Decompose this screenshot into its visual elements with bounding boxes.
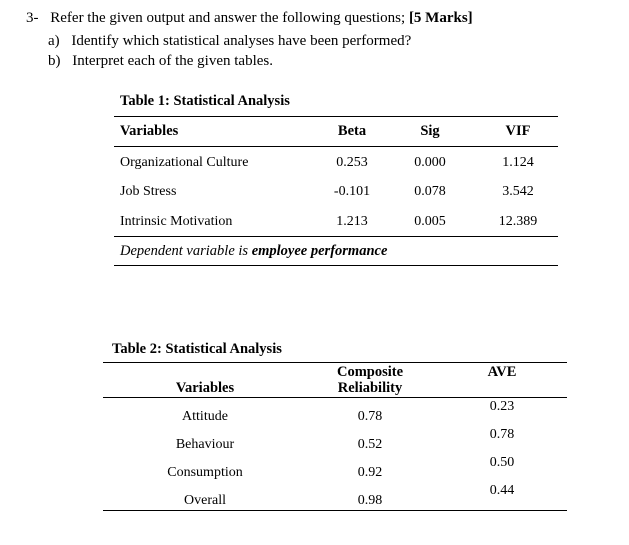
- table1-cell-variable: Organizational Culture: [120, 155, 249, 170]
- table1-header-rule: [114, 146, 558, 147]
- table1-body-rule: [114, 236, 558, 237]
- table2-title: Table 2: Statistical Analysis: [112, 341, 282, 357]
- table1-header-sig: Sig: [420, 123, 440, 139]
- table1-cell-beta: -0.101: [333, 184, 371, 199]
- table1-cell-vif: 3.542: [502, 184, 534, 199]
- table1-cell-variable: Intrinsic Motivation: [120, 214, 233, 229]
- table2-cell-composite-reliability: 0.78: [357, 409, 383, 424]
- table1-bottom-rule: [114, 265, 558, 266]
- table1-header-vif: VIF: [505, 123, 531, 139]
- table2-cell-composite-reliability: 0.92: [357, 465, 383, 480]
- table1-cell-beta: 0.253: [336, 155, 368, 170]
- table1-top-rule: [114, 116, 558, 117]
- table2-top-rule: [103, 362, 567, 363]
- table1-cell-vif: 1.124: [502, 155, 534, 170]
- table2-cell-variable: Attitude: [182, 409, 228, 424]
- question-part-b: [48, 53, 273, 70]
- table2-cell-composite-reliability: 0.98: [357, 493, 383, 508]
- question-text: Refer the given output and answer the following questions;: [50, 10, 406, 26]
- note-prefix: Dependent variable is: [120, 243, 249, 259]
- table2-cell-variable: Behaviour: [175, 437, 235, 452]
- part-label: b): [48, 53, 61, 69]
- table2-cell-composite-reliability: 0.52: [357, 437, 383, 452]
- table2-header-composite: Composite: [336, 364, 404, 380]
- table1-cell-sig: 0.005: [414, 214, 446, 229]
- question-header: [26, 10, 473, 27]
- note-dependent-variable: employee performance: [251, 243, 388, 259]
- table1-header-variables: Variables: [120, 123, 179, 139]
- table2-bottom-rule: [103, 510, 567, 511]
- question-marks: [5 Marks]: [408, 10, 473, 26]
- table2-header-reliability: Reliability: [337, 380, 403, 396]
- table2-cell-ave: 0.44: [489, 483, 515, 498]
- table2-cell-ave: 0.78: [489, 427, 515, 442]
- table1-cell-variable: Job Stress: [120, 184, 177, 199]
- table2-header-variables: Variables: [175, 380, 235, 396]
- table1-header-beta: Beta: [337, 123, 367, 139]
- table2-header-ave: AVE: [487, 364, 517, 380]
- table2-cell-variable: Consumption: [167, 465, 243, 480]
- part-label: a): [48, 33, 60, 49]
- table2-cell-ave: 0.50: [489, 455, 515, 470]
- table1-cell-vif: 12.389: [498, 214, 538, 229]
- table1-note: [120, 243, 387, 260]
- table2-cell-variable: Overall: [184, 493, 226, 508]
- question-part-a: [48, 33, 411, 50]
- question-number: 3-: [26, 10, 39, 26]
- part-text: Interpret each of the given tables.: [72, 53, 273, 69]
- part-text: Identify which statistical analyses have been performed?: [71, 33, 412, 49]
- table2-cell-ave: 0.23: [489, 399, 515, 414]
- table2-header-rule: [103, 397, 567, 398]
- table1-cell-beta: 1.213: [336, 214, 368, 229]
- table1-cell-sig: 0.000: [414, 155, 446, 170]
- table1-cell-sig: 0.078: [414, 184, 446, 199]
- table1-title: Table 1: Statistical Analysis: [120, 93, 290, 109]
